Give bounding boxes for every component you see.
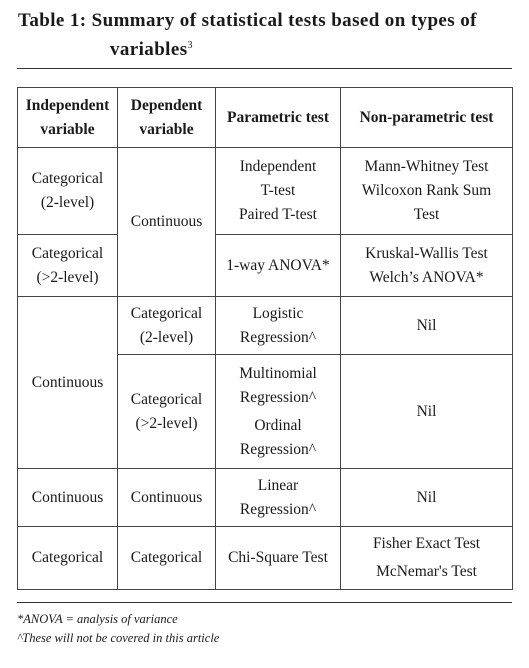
r1-parametric <box>216 148 341 235</box>
r3-parametric-l2: Regression^ <box>239 328 317 346</box>
r3-nonparametric: Nil <box>341 297 513 355</box>
r5-parametric-l1: Linear <box>257 476 299 494</box>
r6-independent: Categorical <box>18 527 118 590</box>
r3-dependent <box>118 297 216 355</box>
r5-independent: Continuous <box>18 469 118 527</box>
r1-parametric-l2: T-test <box>260 182 296 199</box>
r4-nonparametric: Nil <box>341 355 513 469</box>
r3-dependent-l1: Categorical <box>130 304 203 322</box>
r1-nonparametric-l2: Wilcoxon Rank Sum <box>361 182 492 199</box>
r4-dependent-l1: Categorical <box>130 390 203 408</box>
r4-parametric-l4: Regression^ <box>239 440 317 458</box>
header-dependent <box>118 88 216 148</box>
r2-independent <box>18 235 118 297</box>
r1-independent <box>18 148 118 235</box>
r4-parametric <box>216 355 341 469</box>
r5-parametric-l2: Regression^ <box>239 500 317 518</box>
r2-independent-l1: Categorical <box>31 244 104 262</box>
r1-parametric-l1: Independent <box>239 158 317 175</box>
r6-nonparametric-l1: Fisher Exact Test <box>372 535 481 552</box>
r2-nonparametric-l1: Kruskal-Wallis Test <box>365 244 488 262</box>
r5-parametric <box>216 469 341 527</box>
r2-parametric: 1-way ANOVA* <box>216 235 341 297</box>
table-row <box>18 469 513 527</box>
caption-variables: variables <box>110 39 188 60</box>
r6-dependent: Categorical <box>118 527 216 590</box>
r3-parametric-l1: Logistic <box>252 304 304 322</box>
r6-parametric: Chi-Square Test <box>216 527 341 590</box>
r4-dependent-l2: (>2-level) <box>135 414 198 432</box>
summary-table <box>17 87 513 590</box>
footnote-anova: *ANOVA = analysis of variance <box>17 612 178 626</box>
caption-reference: 3 <box>187 40 193 51</box>
r6-nonparametric-l2: McNemar's Test <box>376 563 477 580</box>
r1-nonparametric <box>341 148 513 235</box>
table-row <box>18 148 513 235</box>
table-caption <box>18 8 514 62</box>
r2-independent-l2: (>2-level) <box>36 268 99 286</box>
r34-independent: Continuous <box>18 297 118 469</box>
table-row <box>18 235 513 297</box>
caption-line-2 <box>18 33 514 62</box>
table-row <box>18 527 513 590</box>
header-independent-l1: Independent <box>25 96 110 114</box>
header-independent <box>18 88 118 148</box>
r4-dependent <box>118 355 216 469</box>
header-independent-l2: variable <box>40 120 95 138</box>
r1-parametric-l3: Paired T-test <box>239 206 317 223</box>
header-row <box>18 88 513 148</box>
r5-dependent: Continuous <box>118 469 216 527</box>
footnote-regression: ^These will not be covered in this article <box>17 631 220 645</box>
r4-parametric-l3: Ordinal <box>254 416 302 434</box>
header-dependent-l2: variable <box>139 120 194 138</box>
r4-parametric-l2: Regression^ <box>239 388 317 406</box>
r1-independent-l1: Categorical <box>31 170 104 187</box>
r2-nonparametric-l2: Welch’s ANOVA* <box>369 268 484 286</box>
top-rule <box>17 68 512 69</box>
table-row <box>18 297 513 355</box>
header-dependent-l1: Dependent <box>130 96 203 114</box>
footnotes <box>17 610 219 648</box>
r1-nonparametric-l1: Mann-Whitney Test <box>364 158 489 175</box>
r12-dependent: Continuous <box>118 148 216 297</box>
r2-nonparametric <box>341 235 513 297</box>
header-parametric: Parametric test <box>216 88 341 148</box>
caption-line-1: Table 1: Summary of statistical tests based on types of <box>18 10 477 31</box>
r1-independent-l2: (2-level) <box>40 194 95 211</box>
r4-parametric-l1: Multinomial <box>239 364 317 382</box>
r6-nonparametric <box>341 527 513 590</box>
bottom-rule <box>17 602 512 603</box>
r3-dependent-l2: (2-level) <box>139 328 194 346</box>
header-nonparametric: Non-parametric test <box>341 88 513 148</box>
r5-nonparametric: Nil <box>341 469 513 527</box>
r1-nonparametric-l3: Test <box>413 206 440 223</box>
r3-parametric <box>216 297 341 355</box>
